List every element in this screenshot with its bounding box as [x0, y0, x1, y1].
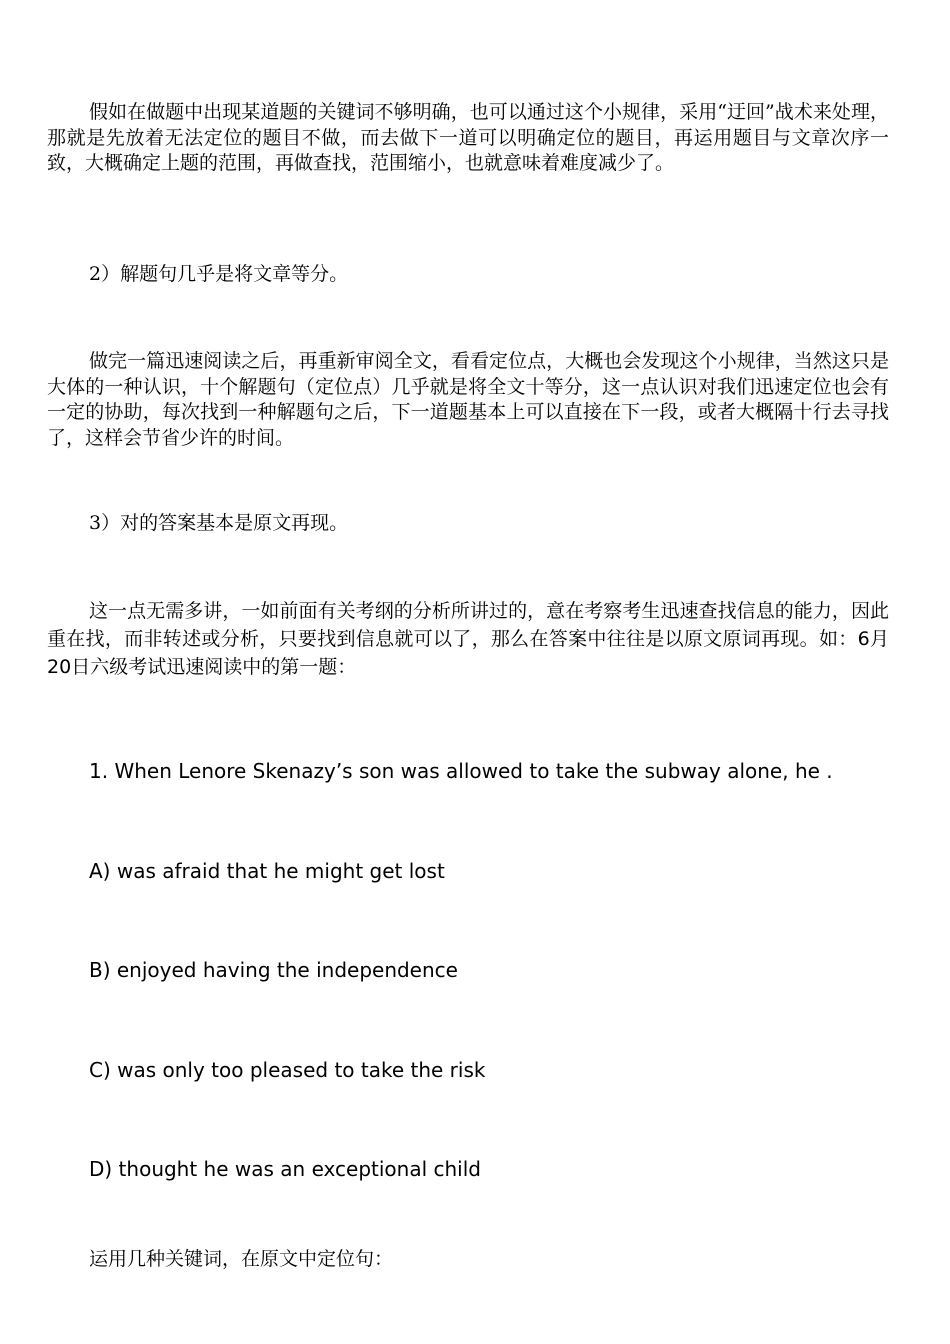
heading-point-2: 2）解题句几乎是将文章等分。: [89, 263, 349, 285]
option-a: A) was afraid that he might get lost: [89, 859, 445, 883]
paragraph-number-month: 6: [857, 628, 870, 650]
option-d: D) thought he was an exceptional child: [89, 1157, 481, 1181]
paragraph-text-part-a: 这一点无需多讲，一如前面有关考纲的分析所讲过的，意在考察考生迅速查找信息的能力，因此重在找，而非转述或分析，只要找到信息就可以了，那么在答案中往往是以原文原词再现。如：: [47, 600, 889, 650]
heading-point-3: 3）对的答案基本是原文再现。: [89, 512, 349, 534]
option-b: B) enjoyed having the independence: [89, 958, 458, 982]
question-stem: 1. When Lenore Skenazy’s son was allowed to take the subway alone, he .: [89, 759, 833, 783]
paragraph-text-part-c: 日六级考试迅速阅读中的第一题：: [71, 656, 357, 678]
option-c: C) was only too pleased to take the risk: [89, 1058, 486, 1082]
paragraph-detour-strategy: 假如在做题中出现某道题的关键词不够明确，也可以通过这个小规律，采用“迂回”战术来处理，那就是先放着无法定位的题目不做，而去做下一道可以明确定位的题目，再运用题目与文章次序一致，大概确定上题的范围，再做查找，范围缩小，也就意味着难度减少了。: [47, 101, 889, 174]
closing-line: 运用几种关键词，在原文中定位句：: [89, 1248, 394, 1270]
paragraph-number-day: 20: [47, 656, 72, 678]
paragraph-original-text: [47, 597, 889, 681]
paragraph-text-part-b: 月: [869, 628, 889, 650]
paragraph-even-division: 做完一篇迅速阅读之后，再重新审阅全文，看看定位点，大概也会发现这个小规律，当然这只是大体的一种认识，十个解题句（定位点）几乎就是将全文十等分，这一点认识对我们迅速定位也会有一定的协助，每次找到一种解题句之后，下一道题基本上可以直接在下一段，或者大概隔十行去寻找了，这样会节省少许的时间。: [47, 350, 889, 449]
